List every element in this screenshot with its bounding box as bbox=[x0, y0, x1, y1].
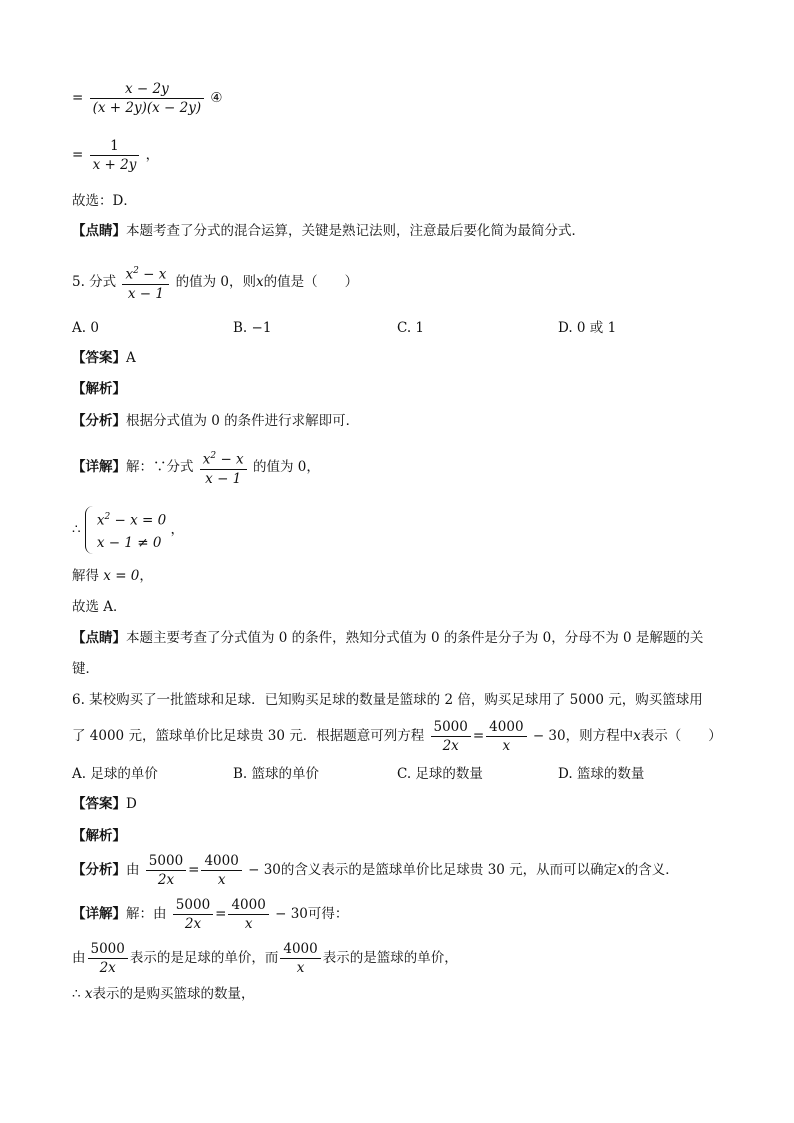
solve-eq: x = 0 bbox=[103, 568, 140, 584]
by-prefix: 由 bbox=[72, 950, 86, 966]
review-tag: 【点睛】 bbox=[72, 630, 126, 646]
q5-var: x bbox=[256, 273, 264, 290]
fraction-denominator: x bbox=[228, 914, 268, 933]
therefore-symbol: ∴ bbox=[72, 986, 81, 1002]
equals-sign: = bbox=[72, 147, 84, 163]
row1-var: x bbox=[96, 512, 105, 529]
fraction-denominator: x bbox=[201, 870, 241, 889]
solve-prefix: 解得 bbox=[72, 568, 99, 584]
therefore-symbol: ∴ bbox=[72, 521, 81, 538]
fenxi-prefix: 由 bbox=[126, 862, 140, 878]
fraction-numerator: 5000 bbox=[90, 941, 125, 957]
conclusion-text: 表示的是购买篮球的数量， bbox=[92, 986, 255, 1002]
answer-tag: 【答案】 bbox=[72, 350, 126, 366]
fraction-numerator bbox=[200, 447, 247, 469]
solve-tail: ， bbox=[139, 568, 153, 584]
q6-line-1: 6. 某校购买了一批篮球和足球．已知购买足球的数量是篮球的 2 倍，购买足球用了 5000 元，购买篮球用 bbox=[72, 692, 703, 708]
fenxi-tag: 【分析】 bbox=[72, 413, 126, 429]
eq-tail: − 30 bbox=[270, 906, 308, 922]
q6-detail bbox=[72, 896, 348, 933]
detail-tag: 【详解】 bbox=[72, 906, 126, 922]
q6-conclusion bbox=[72, 984, 255, 1004]
fraction-denominator: 2x bbox=[88, 958, 128, 977]
fraction-numerator: 4000 bbox=[489, 719, 524, 735]
q6-var: x bbox=[633, 728, 641, 744]
by-end: 表示的是篮球的单价， bbox=[322, 950, 458, 966]
fraction-denominator: 2x bbox=[173, 914, 213, 933]
q5-system bbox=[72, 506, 184, 554]
system-row-2: x − 1 ≠ 0 bbox=[96, 534, 162, 551]
q6-option-b: B. 篮球的单价 bbox=[233, 766, 320, 782]
q4-review bbox=[72, 221, 585, 241]
fenxi-suffix: 的含义表示的是篮球单价比足球贵 30 元，从而可以确定 bbox=[280, 862, 618, 878]
exponent: 2 bbox=[133, 266, 139, 276]
step-4-fraction bbox=[90, 80, 205, 117]
equation-system bbox=[85, 506, 166, 554]
system-row-1 bbox=[97, 506, 166, 532]
comma: ， bbox=[145, 147, 160, 163]
q5-analysis-tag: 【解析】 bbox=[72, 381, 126, 397]
q4-choose: 故选：D． bbox=[72, 193, 137, 209]
q6-analysis-tag: 【解析】 bbox=[72, 828, 126, 844]
fenxi-left-fraction bbox=[146, 852, 186, 889]
exponent: 2 bbox=[104, 512, 111, 522]
eq-tail: − 30 bbox=[528, 728, 566, 744]
fraction-denominator: x − 1 bbox=[200, 469, 247, 488]
q5-solve bbox=[72, 566, 153, 586]
q5-answer bbox=[72, 348, 136, 368]
num-rest: − x bbox=[216, 451, 244, 468]
fraction-denominator: 2x bbox=[431, 736, 471, 755]
fraction-numerator: 5000 bbox=[433, 719, 468, 735]
num-var: x bbox=[125, 266, 134, 283]
answer-value: A bbox=[126, 350, 136, 366]
exponent: 2 bbox=[210, 451, 217, 461]
fenxi-end: 的含义． bbox=[624, 862, 679, 878]
step-5-line bbox=[72, 137, 159, 174]
q6-line2-end: 表示（ ） bbox=[640, 728, 722, 744]
eq-sign: = bbox=[472, 728, 485, 744]
q5-option-c: C. 1 bbox=[397, 320, 425, 336]
fraction-denominator: x − 1 bbox=[122, 284, 169, 303]
detail-right-fraction bbox=[228, 896, 268, 933]
q6-by-line bbox=[72, 940, 458, 977]
fenxi-var: x bbox=[617, 862, 625, 878]
q6-answer bbox=[72, 794, 137, 814]
fraction-numerator: 5000 bbox=[175, 897, 211, 913]
eq-left-fraction bbox=[431, 718, 471, 755]
num-var: x bbox=[202, 451, 211, 468]
num-rest: − x bbox=[138, 266, 167, 283]
review-tag: 【点睛】 bbox=[72, 223, 126, 239]
system-comma: ， bbox=[170, 521, 185, 538]
step-4-line bbox=[72, 80, 223, 117]
fenxi-right-fraction bbox=[201, 852, 241, 889]
review-line-1: 本题主要考查了分式值为 0 的条件，熟知分式值为 0 的条件是分子为 0，分母不为 0 是解题的关 bbox=[126, 630, 704, 646]
q6-option-c: C. 足球的数量 bbox=[397, 766, 483, 782]
q6-line-2 bbox=[72, 718, 722, 755]
q5-option-d: D. 0 或 1 bbox=[558, 320, 617, 336]
eq-tail: − 30 bbox=[243, 862, 281, 878]
detail-tag: 【详解】 bbox=[72, 458, 126, 475]
fraction-numerator: 1 bbox=[110, 138, 119, 154]
fraction-denominator: 2x bbox=[146, 870, 186, 889]
q6-fenxi bbox=[72, 852, 679, 889]
q6-option-a: A. 足球的单价 bbox=[72, 766, 158, 782]
q5-middle: 的值为 0，则 bbox=[175, 273, 257, 290]
by-right-fraction bbox=[280, 940, 320, 977]
detail-prefix: 解：∵分式 bbox=[126, 458, 194, 475]
conclusion-var: x bbox=[84, 986, 93, 1002]
eq-sign: = bbox=[215, 906, 227, 922]
q5-review bbox=[72, 628, 703, 648]
fraction-numerator bbox=[122, 262, 169, 284]
q5-option-b: B. −1 bbox=[233, 320, 272, 336]
fraction-numerator: x − 2y bbox=[125, 81, 169, 97]
circled-marker: ④ bbox=[210, 90, 223, 106]
row1-rest: − x = 0 bbox=[110, 512, 167, 529]
detail-suffix: 可得： bbox=[307, 906, 349, 922]
by-mid: 表示的是足球的单价，而 bbox=[129, 950, 279, 966]
q5-option-a: A. 0 bbox=[72, 320, 99, 336]
answer-value: D bbox=[126, 796, 137, 812]
eq-sign: = bbox=[188, 862, 200, 878]
q5-review-line-2: 键． bbox=[72, 661, 99, 677]
q5-fraction bbox=[122, 262, 169, 303]
fraction-denominator: x + 2y bbox=[90, 155, 140, 174]
brace-icon bbox=[85, 506, 95, 554]
equals-sign: = bbox=[72, 90, 84, 106]
q5-detail bbox=[72, 447, 320, 488]
fraction-denominator: (x + 2y)(x − 2y) bbox=[90, 98, 205, 117]
fraction-denominator: x bbox=[486, 736, 526, 755]
fenxi-tag: 【分析】 bbox=[72, 862, 126, 878]
detail-prefix: 解：由 bbox=[126, 906, 167, 922]
eq-right-fraction bbox=[486, 718, 526, 755]
step-5-fraction bbox=[90, 137, 140, 174]
fenxi-text: 根据分式值为 0 的条件进行求解即可． bbox=[126, 413, 360, 429]
q6-line2-suffix: ，则方程中 bbox=[565, 728, 634, 744]
q5-fenxi bbox=[72, 411, 359, 431]
q6-line2-prefix: 了 4000 元，篮球单价比足球贵 30 元．根据题意可列方程 bbox=[72, 728, 425, 744]
fraction-numerator: 4000 bbox=[283, 941, 318, 957]
by-left-fraction bbox=[88, 940, 128, 977]
answer-tag: 【答案】 bbox=[72, 796, 126, 812]
detail-suffix: 的值为 0， bbox=[252, 458, 320, 475]
fraction-numerator: 4000 bbox=[204, 853, 239, 869]
q5-detail-fraction bbox=[200, 447, 247, 488]
fraction-numerator: 4000 bbox=[231, 897, 266, 913]
q5-suffix: 的值是（ ） bbox=[263, 273, 359, 290]
q5-choose: 故选 A． bbox=[72, 599, 127, 615]
review-text: 本题考查了分式的混合运算，关键是熟记法则，注意最后要化简为最简分式． bbox=[126, 223, 585, 239]
fraction-numerator: 5000 bbox=[148, 853, 184, 869]
detail-left-fraction bbox=[173, 896, 213, 933]
q5-prefix: 5. 分式 bbox=[72, 273, 117, 290]
fraction-denominator: x bbox=[280, 958, 320, 977]
q5-stem bbox=[72, 262, 358, 303]
q6-option-d: D. 篮球的数量 bbox=[558, 766, 645, 782]
